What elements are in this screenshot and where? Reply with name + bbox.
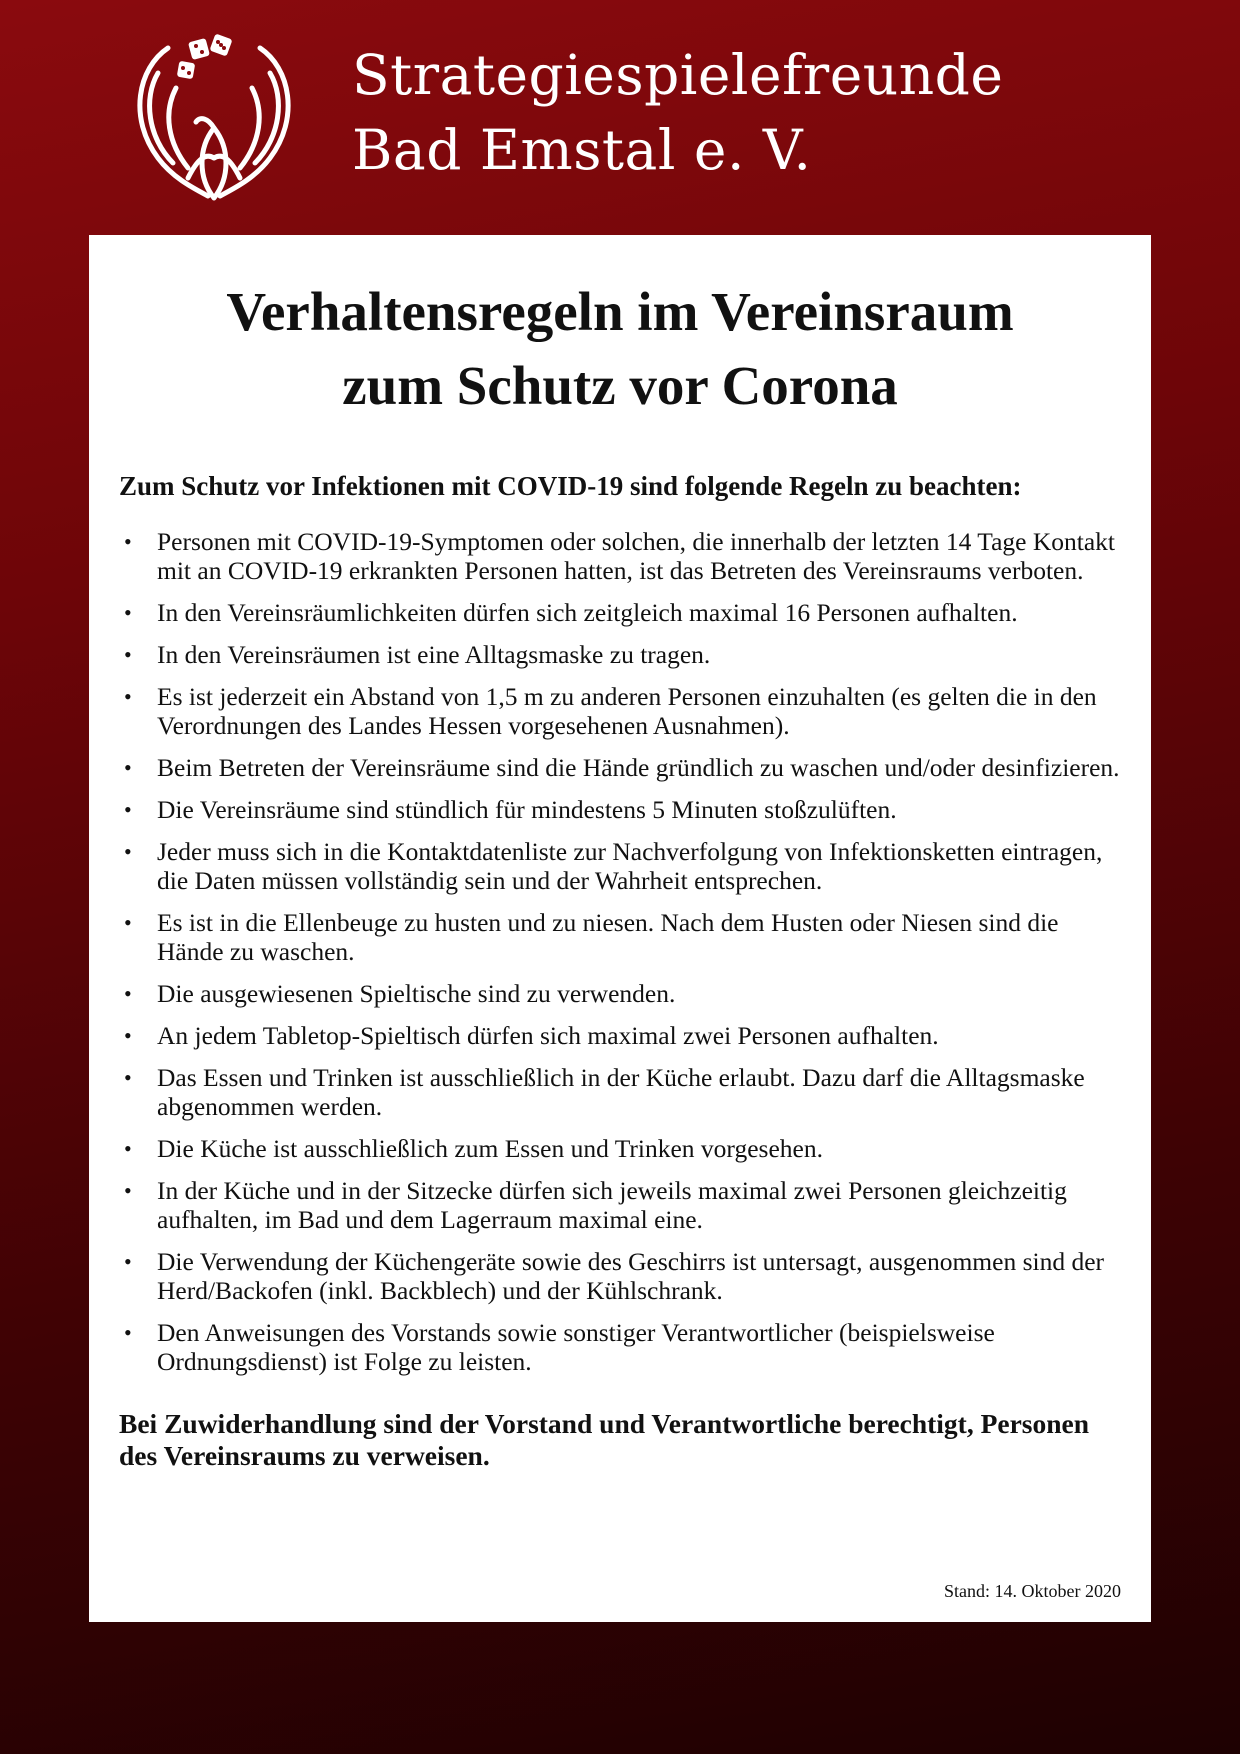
rule-list-item — [124, 1176, 1121, 1234]
rule-text: In den Vereinsräumen ist eine Alltagsmaske zu tragen. — [157, 640, 711, 669]
bullet-icon: • — [124, 910, 132, 935]
rule-list-item — [124, 979, 1121, 1008]
rule-text: Es ist jederzeit ein Abstand von 1,5 m zu anderen Personen einzuhalten (es gelten die in den Verordnungen des Landes Hessen vorgesehenen Ausnahmen). — [157, 682, 1097, 740]
rule-list-item — [124, 795, 1121, 824]
rule-list-item — [124, 598, 1121, 627]
rule-text: An jedem Tabletop-Spieltisch dürfen sich maximal zwei Personen aufhalten. — [157, 1021, 939, 1050]
rule-text: Die Vereinsräume sind stündlich für mindestens 5 Minuten stoßzulüften. — [157, 795, 897, 824]
notice-intro: Zum Schutz vor Infektionen mit COVID-19 sind folgende Regeln zu beachten: — [119, 471, 1022, 501]
rules-list — [119, 527, 1121, 1376]
bullet-icon: • — [124, 684, 132, 709]
bullet-icon: • — [124, 1023, 132, 1048]
bullet-icon: • — [124, 1178, 132, 1203]
rule-list-item — [124, 837, 1121, 895]
rule-list-item — [124, 1021, 1121, 1050]
rule-text: Beim Betreten der Vereinsräume sind die Hände gründlich zu waschen und/oder desinfizieren. — [157, 753, 1120, 782]
bullet-icon: • — [124, 839, 132, 864]
notice-title — [119, 275, 1121, 423]
rule-list-item — [124, 908, 1121, 966]
bullet-icon: • — [124, 600, 132, 625]
rule-list-item — [124, 1318, 1121, 1376]
organization-name-line1: Strategiespielefreunde — [352, 43, 1004, 107]
rule-list-item — [124, 1247, 1121, 1305]
rule-text: Den Anweisungen des Vorstands sowie sonstiger Verantwortlicher (beispielsweise Ordnungsdienst) ist Folge zu leisten. — [157, 1318, 995, 1376]
rule-list-item — [124, 1134, 1121, 1163]
notice-title-line2: zum Schutz vor Corona — [342, 355, 898, 416]
rule-text: Die Verwendung der Küchengeräte sowie des Geschirrs ist untersagt, ausgenommen sind der Herd/Backofen (inkl. Backblech) und der Kühlschrank. — [157, 1247, 1105, 1305]
organization-name-line2: Bad Emstal e. V. — [352, 118, 812, 182]
stand-date: Stand: 14. Oktober 2020 — [944, 1581, 1121, 1601]
bullet-icon: • — [124, 755, 132, 780]
rule-list-item — [124, 753, 1121, 782]
bullet-icon: • — [124, 1249, 132, 1274]
notice-title-line1: Verhaltensregeln im Vereinsraum — [226, 281, 1014, 342]
bullet-icon: • — [124, 981, 132, 1006]
notice-card — [89, 235, 1151, 1622]
bullet-icon: • — [124, 797, 132, 822]
organization-name — [352, 38, 1003, 188]
notice-closing: Bei Zuwiderhandlung sind der Vorstand und Verantwortliche berechtigt, Personen des Vereinsraums zu verweisen. — [119, 1408, 1090, 1471]
rule-text: Personen mit COVID-19-Symptomen oder solchen, die innerhalb der letzten 14 Tage Kontakt mit an COVID-19 erkrankten Personen hatten, ist das Betreten des Vereinsraums verboten. — [157, 527, 1116, 585]
rule-text: Das Essen und Trinken ist ausschließlich in der Küche erlaubt. Dazu darf die Alltagsmaske abgenommen werden. — [157, 1063, 1085, 1121]
rule-text: Die ausgewiesenen Spieltische sind zu verwenden. — [157, 979, 676, 1008]
bullet-icon: • — [124, 1065, 132, 1090]
bullet-icon: • — [124, 642, 132, 667]
rule-list-item — [124, 682, 1121, 740]
bullet-icon: • — [124, 1136, 132, 1161]
rule-list-item — [124, 527, 1121, 585]
phoenix-dice-logo-icon — [128, 28, 300, 202]
bullet-icon: • — [124, 1320, 132, 1345]
rule-text: In der Küche und in der Sitzecke dürfen sich jeweils maximal zwei Personen gleichzeitig aufhalten, im Bad und dem Lagerraum maximal eine. — [157, 1176, 1067, 1234]
bullet-icon: • — [124, 529, 132, 554]
rule-text: Die Küche ist ausschließlich zum Essen und Trinken vorgesehen. — [157, 1134, 823, 1163]
rule-list-item — [124, 1063, 1121, 1121]
rule-text: In den Vereinsräumlichkeiten dürfen sich zeitgleich maximal 16 Personen aufhalten. — [157, 598, 1018, 627]
rule-list-item — [124, 640, 1121, 669]
header — [0, 0, 1240, 235]
rule-text: Jeder muss sich in die Kontaktdatenliste zur Nachverfolgung von Infektionsketten eintragen, die Daten müssen vollständig sein und der Wahrheit entsprechen. — [157, 837, 1103, 895]
rule-text: Es ist in die Ellenbeuge zu husten und zu niesen. Nach dem Husten oder Niesen sind die Hände zu waschen. — [157, 908, 1059, 966]
